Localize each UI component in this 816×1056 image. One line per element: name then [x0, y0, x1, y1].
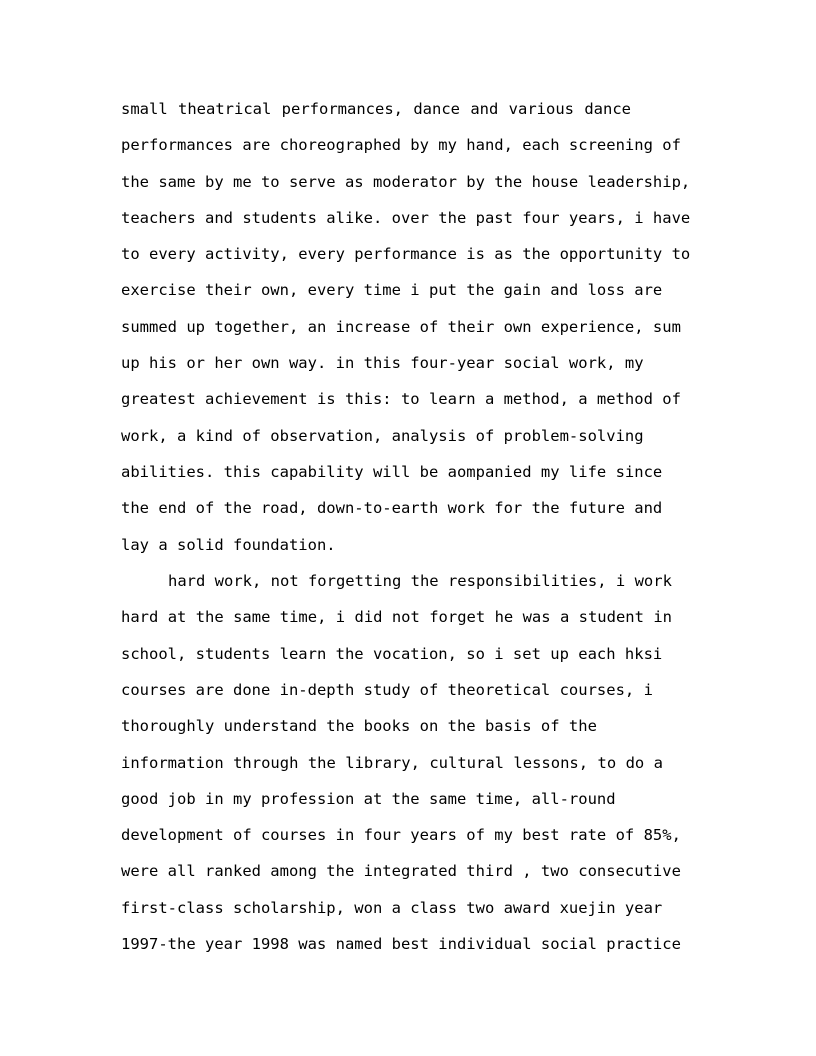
text-line: hard at the same time, i did not forget he was a student in [121, 608, 672, 626]
text-line: exercise their own, every time i put the gain and loss are [121, 281, 663, 299]
text-line: information through the library, cultural lessons, to do a [121, 754, 663, 772]
text-line: were all ranked among the integrated third , two consecutive [121, 862, 681, 880]
text-line: development of courses in four years of my best rate of 85%, [121, 826, 681, 844]
text-line: greatest achievement is this: to learn a method, a method of [121, 390, 681, 408]
text-line: school, students learn the vocation, so i set up each hksi [121, 645, 663, 663]
text-line: small theatrical performances, dance and various dance [121, 100, 631, 118]
paragraph-first-line: hard work, not forgetting the responsibilities, i work [168, 572, 672, 590]
text-line: abilities. this capability will be aompanied my life since [121, 463, 663, 481]
text-line: teachers and students alike. over the past four years, i have [121, 209, 691, 227]
text-line: the end of the road, down-to-earth work for the future and [121, 499, 663, 517]
text-line: 1997-the year 1998 was named best individual social practice [121, 935, 681, 953]
text-line: work, a kind of observation, analysis of problem-solving [121, 427, 644, 445]
text-line: the same by me to serve as moderator by the house leadership, [121, 173, 691, 191]
text-line: good job in my profession at the same time, all-round [121, 790, 616, 808]
text-line: up his or her own way. in this four-year social work, my [121, 354, 644, 372]
text-line: lay a solid foundation. [121, 536, 336, 554]
text-line: summed up together, an increase of their own experience, sum [121, 318, 681, 336]
text-line: thoroughly understand the books on the basis of the [121, 717, 597, 735]
text-line: first-class scholarship, won a class two award xuejin year [121, 899, 663, 917]
text-line: performances are choreographed by my hand, each screening of [121, 136, 681, 154]
text-line: to every activity, every performance is as the opportunity to [121, 245, 691, 263]
text-line: courses are done in-depth study of theoretical courses, i [121, 681, 653, 699]
